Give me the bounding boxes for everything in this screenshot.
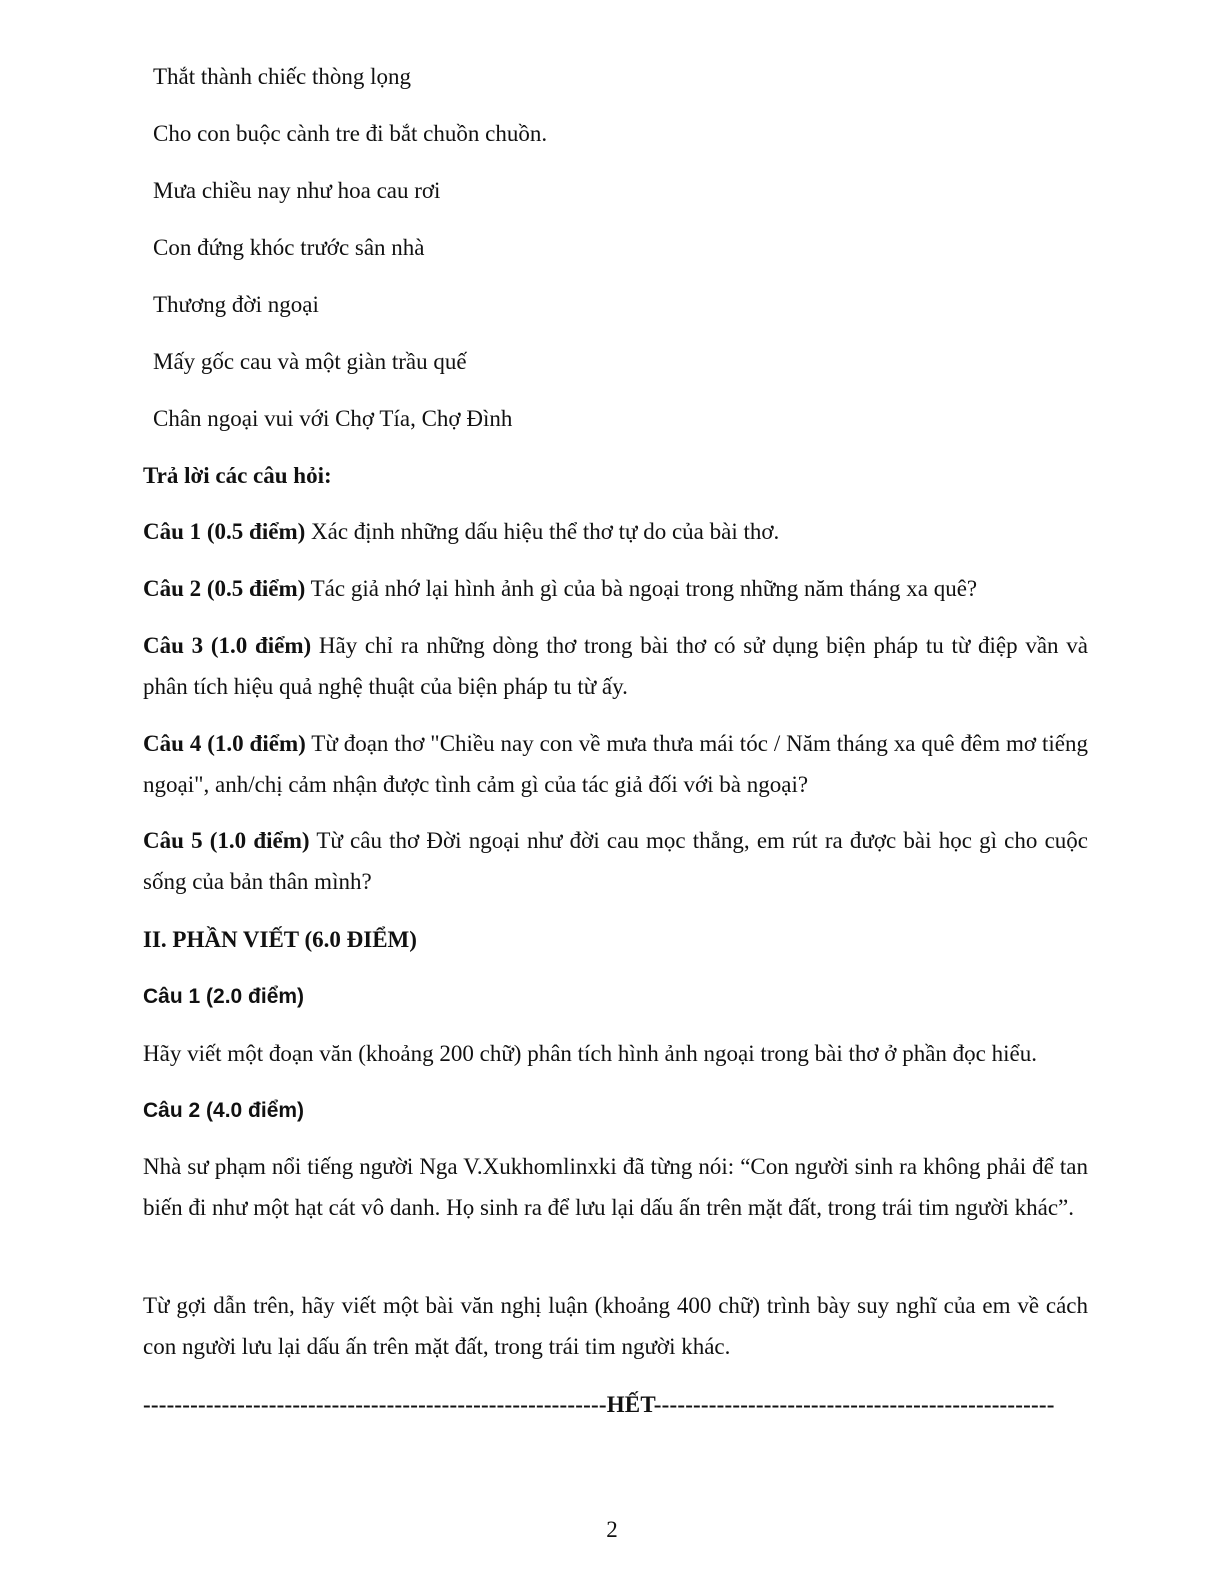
question-text: Tác giả nhớ lại hình ảnh gì của bà ngoại trong những năm tháng xa quê? bbox=[305, 576, 978, 601]
reading-question-2 bbox=[143, 568, 1088, 609]
question-label: Câu 3 (1.0 điểm) bbox=[143, 633, 312, 658]
poem-line: Chân ngoại vui với Chợ Tía, Chợ Đình bbox=[153, 406, 513, 431]
question-label: Câu 2 (0.5 điểm) bbox=[143, 576, 306, 601]
reading-question-3 bbox=[143, 625, 1088, 707]
poem-line: Thương đời ngoại bbox=[153, 292, 319, 317]
poem-line: Mấy gốc cau và một giàn trầu quế bbox=[153, 349, 467, 374]
writing-question-2-task: Từ gợi dẫn trên, hãy viết một bài văn nghị luận (khoảng 400 chữ) trình bày suy nghĩ của em về cách con người lưu lại dấu ấn trên mặt đất, trong trái tim người khác. bbox=[143, 1293, 1088, 1359]
question-text: Xác định những dấu hiệu thể thơ tự do của bài thơ. bbox=[305, 519, 780, 544]
writing-question-2-label: Câu 2 (4.0 điểm) bbox=[143, 1099, 305, 1122]
writing-question-2-quote: Nhà sư phạm nổi tiếng người Nga V.Xukhomlinxki đã từng nói: “Con người sinh ra không phải để tan biến đi như một hạt cát vô danh. Họ sinh ra để lưu lại dấu ấn trên mặt đất, trong trái tim người khác”. bbox=[143, 1154, 1088, 1220]
question-label: Câu 1 (0.5 điểm) bbox=[143, 519, 306, 544]
question-label: Câu 5 (1.0 điểm) bbox=[143, 828, 310, 853]
writing-question-1-label: Câu 1 (2.0 điểm) bbox=[143, 985, 305, 1008]
reading-question-4 bbox=[143, 723, 1088, 805]
question-text: Từ câu thơ Đời ngoại như đời cau mọc thẳng, em rút ra được bài học gì cho cuộc sống của bản thân mình? bbox=[143, 828, 1088, 894]
poem-line: Con đứng khóc trước sân nhà bbox=[153, 235, 425, 260]
writing-section-heading: II. PHẦN VIẾT (6.0 ĐIỂM) bbox=[143, 927, 417, 952]
writing-question-1-text: Hãy viết một đoạn văn (khoảng 200 chữ) phân tích hình ảnh ngoại trong bài thơ ở phần đọc hiểu. bbox=[143, 1041, 1037, 1066]
end-of-exam-marker: -----------------------------------------------------------HẾT--------------------------------------------------- bbox=[143, 1392, 1055, 1417]
page-number: 2 bbox=[606, 1517, 618, 1542]
poem-line: Thắt thành chiếc thòng lọng bbox=[153, 64, 412, 89]
reading-question-5 bbox=[143, 820, 1088, 902]
poem-line: Mưa chiều nay như hoa cau rơi bbox=[153, 178, 441, 203]
reading-questions-heading: Trả lời các câu hỏi: bbox=[143, 463, 332, 488]
question-label: Câu 4 (1.0 điểm) bbox=[143, 731, 306, 756]
question-text: Hãy chỉ ra những dòng thơ trong bài thơ có sử dụng biện pháp tu từ điệp vần và phân tích hiệu quả nghệ thuật của biện pháp tu từ ấy. bbox=[143, 633, 1088, 699]
reading-question-1 bbox=[143, 511, 1088, 552]
poem-line: Cho con buộc cành tre đi bắt chuồn chuồn. bbox=[153, 121, 548, 146]
question-text: Từ đoạn thơ "Chiều nay con về mưa thưa mái tóc / Năm tháng xa quê đêm mơ tiếng ngoại", anh/chị cảm nhận được tình cảm gì của tác giả đối với bà ngoại? bbox=[143, 731, 1088, 797]
